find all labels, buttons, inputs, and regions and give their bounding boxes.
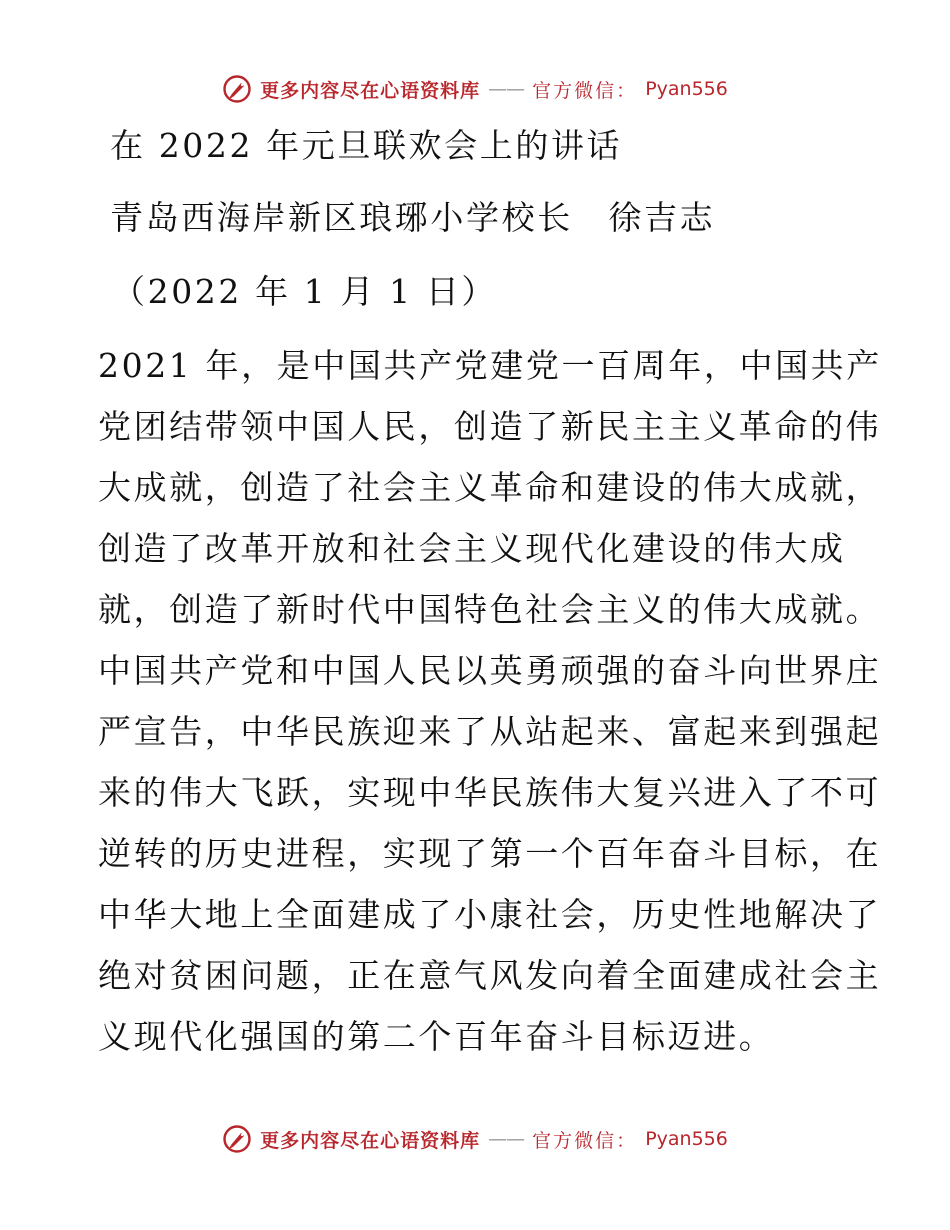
footer-watermark-banner (0, 1124, 950, 1154)
paragraph-line: 义现代化强国的第二个百年奋斗目标迈进。 (98, 1017, 775, 1056)
document-date: （2022 年 1 月 1 日） (112, 272, 498, 311)
banner-main-text: 更多内容尽在心语资料库 (260, 79, 481, 102)
paragraph-line: 创造了改革开放和社会主义现代化建设的伟大成 (98, 529, 846, 568)
document-title: 在 2022 年元旦联欢会上的讲话 (110, 126, 623, 165)
paragraph-line: 逆转的历史进程，实现了第一个百年奋斗目标，在 (98, 834, 882, 873)
banner-wechat-label: 官方微信： (532, 1129, 638, 1152)
pen-nib-logo-icon (222, 74, 252, 104)
document-subtitle: 青岛西海岸新区琅琊小学校长 徐吉志 (110, 198, 716, 237)
header-watermark-banner (0, 74, 950, 104)
banner-wechat-label: 官方微信： (532, 79, 638, 102)
paragraph-line: 中国共产党和中国人民以英勇顽强的奋斗向世界庄 (98, 651, 882, 690)
pen-nib-logo-icon (222, 1124, 252, 1154)
banner-dash: —— (488, 78, 525, 100)
body-paragraph (98, 346, 882, 1078)
banner-handle: Pyan556 (645, 78, 728, 100)
paragraph-line: 严宣告，中华民族迎来了从站起来、富起来到强起 (98, 712, 882, 751)
paragraph-line: 中华大地上全面建成了小康社会，历史性地解决了 (98, 895, 882, 934)
banner-dash: —— (488, 1128, 525, 1150)
banner-main-text: 更多内容尽在心语资料库 (260, 1129, 481, 1152)
paragraph-line: 绝对贫困问题，正在意气风发向着全面建成社会主 (98, 956, 882, 995)
paragraph-line: 党团结带领中国人民，创造了新民主主义革命的伟 (98, 407, 882, 446)
paragraph-line: 就，创造了新时代中国特色社会主义的伟大成就。 (98, 590, 882, 629)
banner-handle: Pyan556 (645, 1128, 728, 1150)
paragraph-line: 2021 年，是中国共产党建党一百周年，中国共产 (98, 346, 882, 385)
paragraph-line: 来的伟大飞跃，实现中华民族伟大复兴进入了不可 (98, 773, 882, 812)
paragraph-line: 大成就，创造了社会主义革命和建设的伟大成就， (98, 468, 882, 507)
